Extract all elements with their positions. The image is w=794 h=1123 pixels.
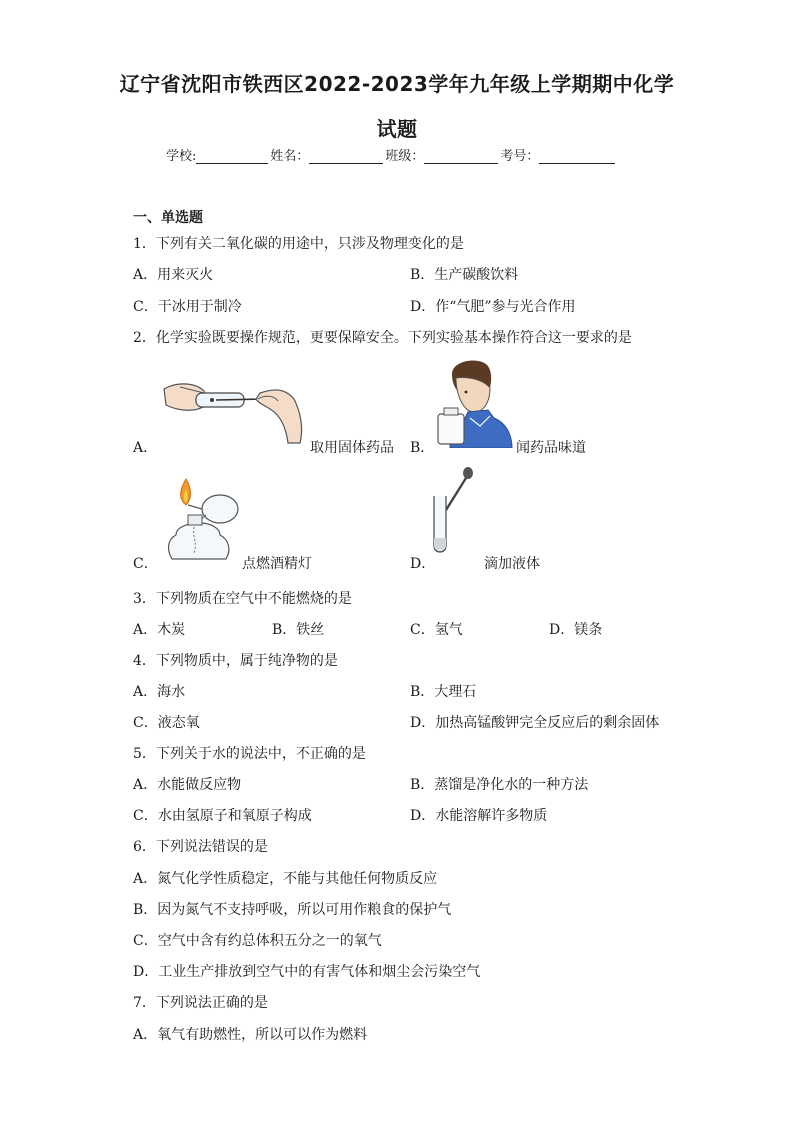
option-a: A．水能做反应物 [133, 777, 242, 793]
option-c: C．液态氧 [133, 715, 200, 731]
school-blank[interactable] [196, 149, 268, 164]
section-title: 一、单选题 [133, 210, 203, 226]
option-d-letter: D． [410, 556, 436, 572]
option-a: A．木炭 [133, 622, 186, 638]
question-stem: 5．下列关于水的说法中，不正确的是 [133, 746, 366, 762]
exam-title-line1: 辽宁省沈阳市铁西区2022-2023学年九年级上学期期中化学 [119, 72, 675, 96]
option-c: C．空气中含有约总体积五分之一的氧气 [133, 933, 382, 949]
option-b: B．铁丝 [272, 622, 325, 638]
option-d: D．水能溶解许多物质 [410, 808, 548, 824]
exam-title-line2: 试题 [376, 117, 418, 141]
option-b: B．生产碳酸饮料 [410, 267, 519, 283]
option-a: A．氧气有助燃性，所以可以作为燃料 [133, 1027, 368, 1043]
alcohol-lamp-illustration [158, 475, 244, 569]
option-d-caption: 滴加液体 [484, 556, 540, 572]
exam-number-label: 考号： [500, 149, 540, 164]
option-c-letter: C． [133, 556, 158, 572]
option-c: C．干冰用于制冷 [133, 299, 242, 315]
question-stem: 3．下列物质在空气中不能燃烧的是 [133, 591, 352, 607]
option-c: C．氢气 [410, 622, 463, 638]
option-a-caption: 取用固体药品 [310, 440, 394, 456]
question-stem: 4．下列物质中，属于纯净物的是 [133, 653, 338, 669]
option-a: A．氮气化学性质稳定，不能与其他任何物质反应 [133, 871, 438, 887]
test-tube-solid-illustration [160, 375, 308, 447]
question-stem: 6．下列说法错误的是 [133, 839, 268, 855]
smelling-reagent-illustration [434, 356, 514, 448]
option-a-letter: A． [133, 440, 158, 456]
option-d: D．镁条 [549, 622, 603, 638]
option-d: D．工业生产排放到空气中的有害气体和烟尘会污染空气 [133, 964, 481, 980]
option-b-letter: B． [410, 440, 435, 456]
option-d: D．作“气肥”参与光合作用 [410, 299, 576, 315]
question-stem: 2．化学实验既要操作规范，更要保障安全。下列实验基本操作符合这一要求的是 [133, 330, 632, 346]
school-label: 学校: [166, 149, 197, 164]
class-label: 班级： [385, 149, 425, 164]
option-a: A．海水 [133, 684, 186, 700]
option-b: B．因为氮气不支持呼吸，所以可用作粮食的保护气 [133, 902, 452, 918]
option-c: C．水由氢原子和氧原子构成 [133, 808, 312, 824]
option-a: A．用来灭火 [133, 267, 214, 283]
option-d: D．加热高锰酸钾完全反应后的剩余固体 [410, 715, 660, 731]
exam-number-blank[interactable] [539, 149, 615, 164]
name-blank[interactable] [309, 149, 383, 164]
student-info-row [166, 145, 617, 164]
option-b: B．大理石 [410, 684, 477, 700]
dropper-test-tube-illustration [430, 466, 480, 556]
question-stem: 7．下列说法正确的是 [133, 995, 268, 1011]
option-b: B．蒸馏是净化水的一种方法 [410, 777, 589, 793]
option-b-caption: 闻药品味道 [516, 440, 586, 456]
name-label: 姓名： [270, 149, 310, 164]
option-c-caption: 点燃酒精灯 [242, 556, 312, 572]
question-stem: 1．下列有关二氧化碳的用途中，只涉及物理变化的是 [133, 236, 464, 252]
class-blank[interactable] [424, 149, 498, 164]
